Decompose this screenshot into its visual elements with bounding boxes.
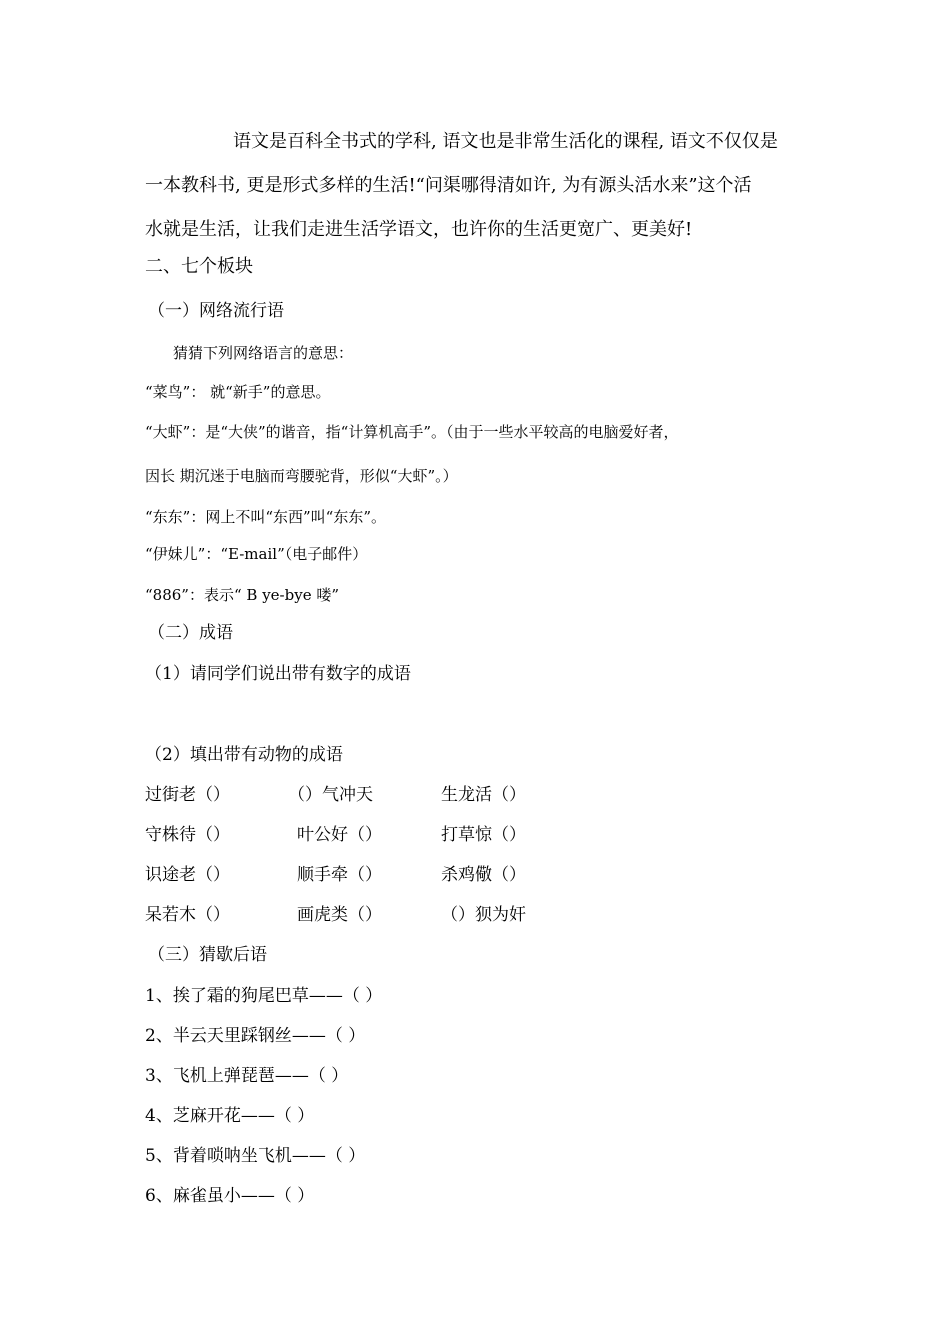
riddle-item: 4、芝麻开花——（ ）	[145, 1106, 315, 1126]
idiom-cell: 打草惊（）	[441, 825, 526, 845]
idiom-cell: （）气冲天	[288, 785, 373, 805]
idiom-cell: 叶公好（）	[297, 825, 382, 845]
slang-item: “菜鸟”： 就“新手”的意思。	[145, 383, 331, 401]
idiom-cell: 识途老（）	[145, 865, 230, 885]
slang-item: “886”：表示“ B ye-bye 喽”	[145, 586, 340, 604]
intro-line-1: 语文是百科全书式的学科, 语文也是非常生活化的课程, 语文不仅仅是	[233, 131, 778, 152]
idiom-question-1: （1）请同学们说出带有数字的成语	[145, 664, 411, 684]
idiom-cell: 呆若木（）	[145, 905, 230, 925]
part2-heading: （二）成语	[148, 623, 233, 643]
slang-item: “大虾”：是“大侠”的谐音，指“计算机高手”。（由于一些水平较高的电脑爱好者，	[145, 423, 679, 441]
intro-line-2: 一本教科书, 更是形式多样的生活!“问渠哪得清如许, 为有源头活水来”这个活	[145, 175, 752, 196]
part1-heading: （一）网络流行语	[148, 301, 284, 321]
idiom-cell: （）狈为奸	[441, 905, 526, 925]
riddle-item: 6、麻雀虽小——（ ）	[145, 1186, 315, 1206]
idiom-cell: 杀鸡儆（）	[441, 865, 526, 885]
idiom-cell: 过街老（）	[145, 785, 230, 805]
idiom-cell: 画虎类（）	[297, 905, 382, 925]
slang-item: “东东”：网上不叫“东西”叫“东东”。	[145, 508, 387, 526]
slang-item-continued: 因长 期沉迷于电脑而弯腰驼背，形似“大虾”。）	[145, 467, 458, 485]
idiom-cell: 顺手牵（）	[297, 865, 382, 885]
idiom-cell: 生龙活（）	[441, 785, 526, 805]
slang-item: “伊妹儿”：“E-mail”（电子邮件）	[145, 545, 368, 563]
riddle-item: 1、挨了霜的狗尾巴草——（ ）	[145, 986, 383, 1006]
part1-prompt: 猜猜下列网络语言的意思：	[173, 344, 354, 362]
intro-line-3: 水就是生活，让我们走进生活学语文，也许你的生活更宽广、更美好!	[145, 219, 693, 240]
part3-heading: （三）猜歇后语	[148, 945, 267, 965]
riddle-item: 2、半云天里踩钢丝——（ ）	[145, 1026, 366, 1046]
intro-paragraph	[145, 120, 805, 252]
riddle-item: 5、背着唢呐坐飞机——（ ）	[145, 1146, 366, 1166]
idiom-cell: 守株待（）	[145, 825, 230, 845]
riddle-item: 3、飞机上弹琵琶——（ ）	[145, 1066, 349, 1086]
idiom-question-2: （2）填出带有动物的成语	[145, 745, 343, 765]
section-heading: 二、七个板块	[145, 256, 253, 277]
